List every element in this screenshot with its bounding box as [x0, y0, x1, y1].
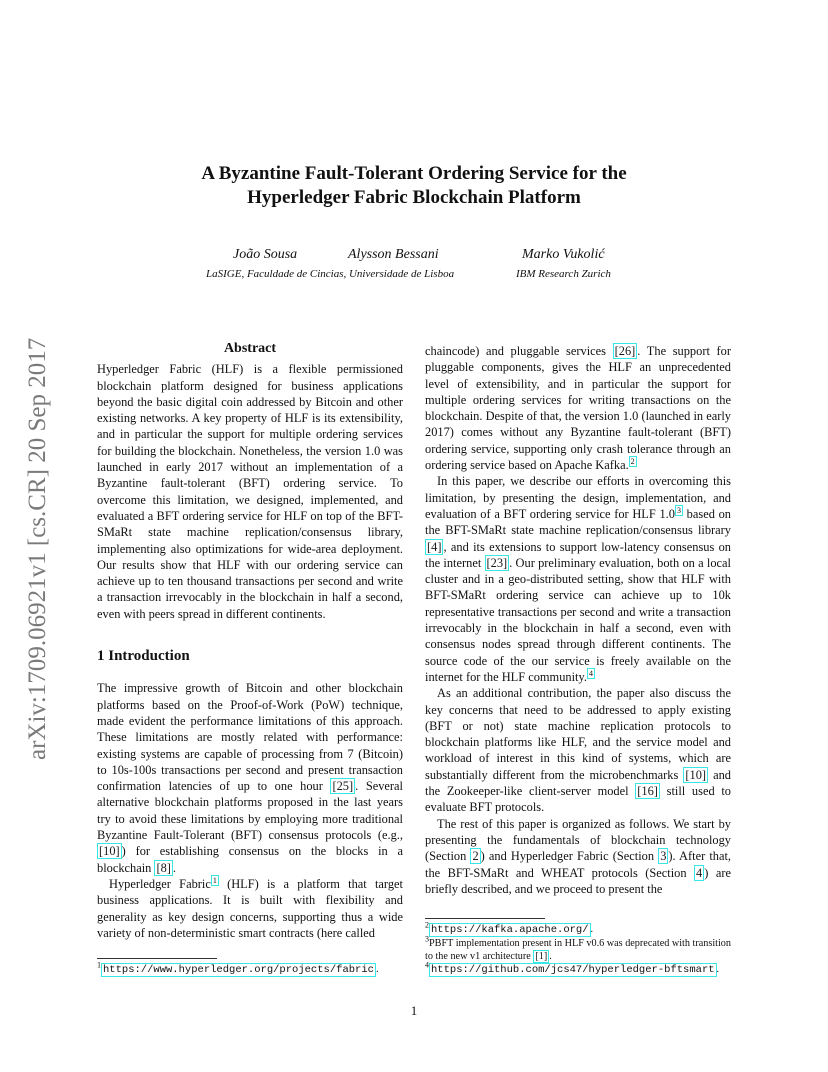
footnote-link[interactable]: 4 — [588, 668, 593, 678]
col2-paragraph-2: In this paper, we describe our efforts in overcoming this limitation, by presenting the design, implementation, and evaluation of a BFT ordering service for HLF 1.0 $^3$ based on the BFT-SMaRt state machine replication/consensus library [4] , and its extensions to support low-latency consensus on the internet [23] . Our preliminary evaluation, both on a local cluster and in a geo-distributed setting, show that HLF with BFT-SMaRt ordering service can achieve up to 10k representative transactions per second and write a transaction irrevocably in the blockchain in half a second, even with consensus nodes spread through different continents. The source code of the our service is freely available on the internet for the HLF community. $^4$ — [425, 474, 731, 684]
title-line-1: A Byzantine Fault-Tolerant Ordering Service for the — [201, 163, 627, 184]
footnote-url-link[interactable]: https://www.hyperledger.org/projects/fabric — [103, 964, 374, 976]
section-link[interactable]: 4 — [696, 865, 703, 880]
title-line-2: Hyperledger Fabric Blockchain Platform — [247, 187, 581, 208]
citation-link[interactable]: [16] — [637, 784, 658, 799]
section-heading-introduction: 1 Introduction — [97, 648, 190, 665]
footnote-3: $^3$PBFT implementation present in HLF v0.6 was deprecated with transition to the new v1 architecture [1] . — [425, 934, 731, 962]
citation-link[interactable]: [1] — [535, 951, 548, 962]
affiliation-2: IBM Research Zurich — [516, 268, 611, 280]
author-1: João Sousa — [233, 247, 298, 262]
col2-paragraph-4: The rest of this paper is organized as follows. We start by presenting the fundamentals of blockchain technology (Section 2 ) and Hyperledger Fabric (Section 3 ). After that, the BFT-SMaRt and WHEAT protocols (Section 4 ) are briefly described, and we proceed to present the — [425, 816, 732, 896]
footnote-link[interactable]: 2 — [630, 456, 635, 466]
citation-link[interactable]: [23] — [486, 555, 508, 570]
footnotes-right — [425, 918, 731, 977]
footnote-link[interactable]: 3 — [676, 505, 681, 515]
author-2: Alysson Bessani — [348, 247, 439, 262]
citation-link[interactable]: [4] — [427, 539, 442, 554]
abstract-text: Hyperledger Fabric (HLF) is a flexible permissioned blockchain platform designed for business applications beyond the basic digital coin addressed by Bitcoin and other existing networks. A key property of HLF is its extensibility, and in particular the support for multiple ordering services for building the blockchain. Nonetheless, the version 1.0 was launched in early 2017 without an implementation of a Byzantine fault-tolerant (BFT) ordering service. To overcome this limitation, we designed, implemented, and evaluated a BFT ordering service for HLF on top of the BFT-SMaRt state machine replication/consensus library, implementing also optimizations for wide-area deployment. Our results show that HLF with our ordering service can achieve up to ten thousand transactions per second and write a transaction irrevocably in the blockchain in half a second, even with peers spread in different continents. — [97, 362, 403, 621]
section-link[interactable]: 3 — [660, 849, 667, 864]
footnote-rule — [425, 918, 545, 919]
page-number: 1 — [410, 1003, 418, 1018]
footnote-2: $^2$ https://kafka.apache.org/ . — [425, 920, 594, 936]
footnote-rule — [97, 958, 217, 959]
citation-link[interactable]: [26] — [614, 344, 636, 358]
paper-title — [140, 162, 688, 210]
footnote-link[interactable]: 1 — [212, 875, 217, 885]
footnotes-left — [97, 958, 403, 977]
citation-link[interactable]: [10] — [99, 844, 120, 859]
footnote-url-link[interactable]: https://kafka.apache.org/ — [431, 924, 589, 936]
left-column — [97, 341, 403, 941]
intro-paragraph-2: Hyperledger Fabric $^1$ (HLF) is a platform that target business applications. It is built with flexibility and generality as key design concerns, supporting thus a wide variety of non-deterministic smart contracts (here called — [97, 875, 403, 940]
footnote-4: $^4$ https://github.com/jcs47/hyperledger-bftsmart . — [425, 960, 720, 976]
abstract-heading: Abstract — [223, 341, 277, 356]
arxiv-stamp: arXiv:1709.06921v1 [cs.CR] 20 Sep 2017 — [24, 337, 51, 760]
footnote-url-link[interactable]: https://github.com/jcs47/hyperledger-bftsmart — [431, 964, 715, 976]
right-column — [425, 343, 731, 897]
footnote-1: $^1$ https://www.hyperledger.org/projects/fabric . — [97, 960, 379, 976]
citation-link[interactable]: [25] — [332, 779, 354, 794]
section-link[interactable]: 2 — [472, 849, 479, 864]
col2-paragraph-3: As an additional contribution, the paper also discuss the key concerns that need to be addressed to apply existing (BFT or not) state machine replication protocols to blockchain platforms like HLF, and the service model and workload of interest in this kind of systems, which are substantially different from the microbenchmarks [10] and the Zookeeper-like client-server model [16] still used to evaluate BFT protocols. — [425, 686, 732, 815]
citation-link[interactable]: [8] — [156, 860, 171, 875]
citation-link[interactable]: [10] — [685, 767, 707, 782]
author-3: Marko Vukolić — [522, 247, 605, 262]
affiliation-1: LaSIGE, Faculdade de Cincias, Universidade de Lisboa — [206, 268, 455, 280]
col2-paragraph-1: chaincode) and pluggable services [26] . The support for pluggable components, gives the HLF an unprecedented level of extensibility, and in particular the support for multiple ordering services for writing transactions on the blockchain. Despite of that, the version 1.0 (launched in early 2017) comes without any Byzantine fault-tolerant (BFT) ordering service, supporting only crash tolerance through an ordering service based on Apache Kafka. $^2$ — [425, 344, 731, 473]
intro-paragraph-1: The impressive growth of Bitcoin and other blockchain platforms based on the Proof-of-Work (PoW) technique, made evident the performance limitations of this approach. These limitations are mostly related with performance: existing systems are capable of processing from 7 (Bitcoin) to 10s-100s transactions per second and present transaction confirmation latencies of up to one hour [25] . Several alternative blockchain platforms proposed in the last years try to avoid these limitations by employing more traditional Byzantine Fault-Tolerant (BFT) consensus protocols (e.g., [10] ) for establishing consensus on the blocks in a blockchain [8] . — [97, 681, 403, 875]
